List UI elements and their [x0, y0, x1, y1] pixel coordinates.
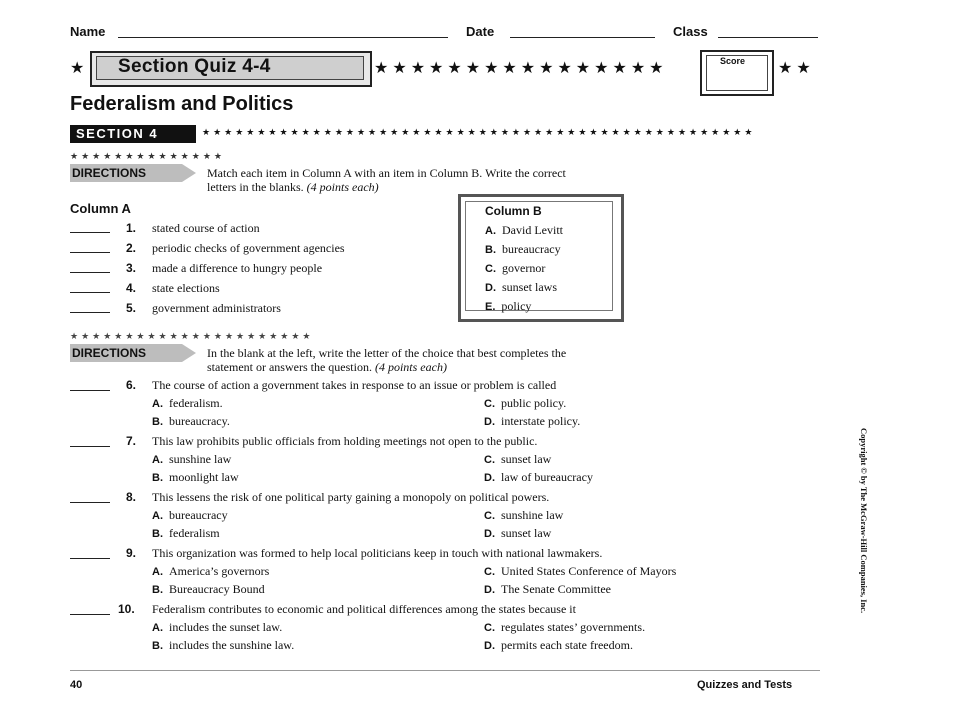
- choice-a: A. bureaucracy: [152, 508, 228, 522]
- choice-c: C. regulates states’ governments.: [484, 620, 646, 634]
- answer-blank-1[interactable]: [70, 232, 110, 233]
- directions-tag-2: [70, 344, 182, 362]
- directions-text-4-main: statement or answers the question.: [207, 360, 372, 374]
- item-number: 2.: [126, 241, 137, 255]
- directions-text-4: [207, 360, 447, 375]
- score-label: Score: [720, 56, 746, 66]
- choice-b: B. bureaucracy.: [152, 414, 230, 428]
- choice-d: D. interstate policy.: [484, 414, 581, 428]
- choice-d: D. permits each state freedom.: [484, 638, 633, 652]
- answer-blank-8[interactable]: [70, 502, 110, 503]
- question-number: 9.: [126, 546, 137, 560]
- list-item: D. sunset laws: [485, 280, 557, 294]
- question-text: This organization was formed to help local politicians keep in touch with national lawmakers.: [152, 546, 603, 560]
- choice-a: A. sunshine law: [152, 452, 232, 466]
- copyright-note: [855, 428, 869, 614]
- footer-label: Quizzes and Tests: [697, 679, 793, 691]
- list-item: B. bureaucracy: [485, 242, 561, 256]
- list-item: C. governor: [485, 261, 546, 275]
- answer-blank-6[interactable]: [70, 390, 110, 391]
- section-tag: SECTION 4: [70, 125, 196, 143]
- star-icon: ★: [70, 58, 85, 77]
- question-text: This lessens the risk of one political party gaining a monopoly on political powers.: [152, 490, 550, 504]
- column-a-title: Column A: [70, 201, 131, 216]
- class-label: Class: [673, 24, 708, 39]
- question-number: 10.: [118, 602, 135, 616]
- answer-blank-9[interactable]: [70, 558, 110, 559]
- list-item: made a difference to hungry people: [152, 261, 323, 275]
- choice-a: A. includes the sunset law.: [152, 620, 283, 634]
- choice-d: D. The Senate Committee: [484, 582, 611, 596]
- list-item: stated course of action: [152, 221, 260, 235]
- directions-text-2: [207, 180, 379, 195]
- directions-tag: [70, 164, 182, 182]
- choice-b: B. Bureaucracy Bound: [152, 582, 265, 596]
- choice-b: B. moonlight law: [152, 470, 239, 484]
- answer-blank-10[interactable]: [70, 614, 110, 615]
- column-b-list: [485, 221, 563, 316]
- footer-rule: [70, 670, 820, 671]
- points-note-2: (4 points each): [374, 360, 447, 374]
- star-row-end-icon: ★★: [778, 58, 815, 77]
- directions-text-3: In the blank at the left, write the letter of the choice that best completes the: [207, 346, 567, 360]
- name-label: Name: [70, 24, 106, 39]
- question-text: This law prohibits public officials from holding meetings not open to the public.: [152, 434, 538, 448]
- list-item: A. David Levitt: [485, 223, 563, 237]
- choice-c: C. public policy.: [484, 396, 567, 410]
- points-note: (4 points each): [306, 180, 379, 194]
- answer-blank-3[interactable]: [70, 272, 110, 273]
- date-label: Date: [466, 24, 495, 39]
- list-item: E. policy: [485, 299, 532, 313]
- choice-a: A. federalism.: [152, 396, 223, 410]
- question-number: 7.: [126, 434, 137, 448]
- choice-c: C. sunset law: [484, 452, 552, 466]
- date-blank[interactable]: [510, 37, 655, 38]
- directions-text-2-main: letters in the blanks.: [207, 180, 304, 194]
- column-b-title: Column B: [485, 204, 542, 218]
- choice-d: D. sunset law: [484, 526, 552, 540]
- page-number: 40: [70, 679, 83, 691]
- copyright-text: Copyright © by The McGraw-Hill Companies, Inc.: [859, 428, 869, 614]
- question-number: 6.: [126, 378, 137, 392]
- class-blank[interactable]: [718, 37, 818, 38]
- answer-blank-4[interactable]: [70, 292, 110, 293]
- name-blank[interactable]: [118, 37, 448, 38]
- score-box[interactable]: [700, 50, 774, 96]
- directions-text-1: Match each item in Column A with an item in Column B. Write the correct: [207, 166, 566, 180]
- list-item: state elections: [152, 281, 220, 295]
- banner-frame: [90, 51, 372, 87]
- question-text: The course of action a government takes in response to an issue or problem is called: [152, 378, 557, 392]
- choice-c: C. United States Conference of Mayors: [484, 564, 677, 578]
- column-b-box: [458, 194, 624, 322]
- answer-blank-7[interactable]: [70, 446, 110, 447]
- directions-star-row-icon: ★★★★★★★★★★★★★★: [70, 152, 225, 162]
- directions-star-row-icon-2: ★★★★★★★★★★★★★★★★★★★★★★: [70, 332, 314, 342]
- question-number: 8.: [126, 490, 137, 504]
- banner-title: Section Quiz 4-4: [118, 56, 271, 77]
- choice-b: B. includes the sunshine law.: [152, 638, 295, 652]
- directions-label: DIRECTIONS: [72, 346, 147, 360]
- item-number: 3.: [126, 261, 137, 275]
- list-item: periodic checks of government agencies: [152, 241, 345, 255]
- page-title: Federalism and Politics: [70, 93, 294, 115]
- item-number: 4.: [126, 281, 137, 295]
- item-number: 1.: [126, 221, 137, 235]
- choice-d: D. law of bureaucracy: [484, 470, 593, 484]
- list-item: government administrators: [152, 301, 281, 315]
- question-text: Federalism contributes to economic and political differences among the states because it: [152, 602, 576, 616]
- choice-a: A. America’s governors: [152, 564, 270, 578]
- answer-blank-5[interactable]: [70, 312, 110, 313]
- directions-label: DIRECTIONS: [72, 166, 147, 180]
- choice-c: C. sunshine law: [484, 508, 564, 522]
- choice-b: B. federalism: [152, 526, 220, 540]
- item-number: 5.: [126, 301, 137, 315]
- star-row-icon: ★★★★★★★★★★★★★★★★: [374, 58, 668, 77]
- section-star-row-icon: ★★★★★★★★★★★★★★★★★★★★★★★★★★★★★★★★★★★★★★★★★★★★★★★★★★: [202, 128, 756, 138]
- answer-blank-2[interactable]: [70, 252, 110, 253]
